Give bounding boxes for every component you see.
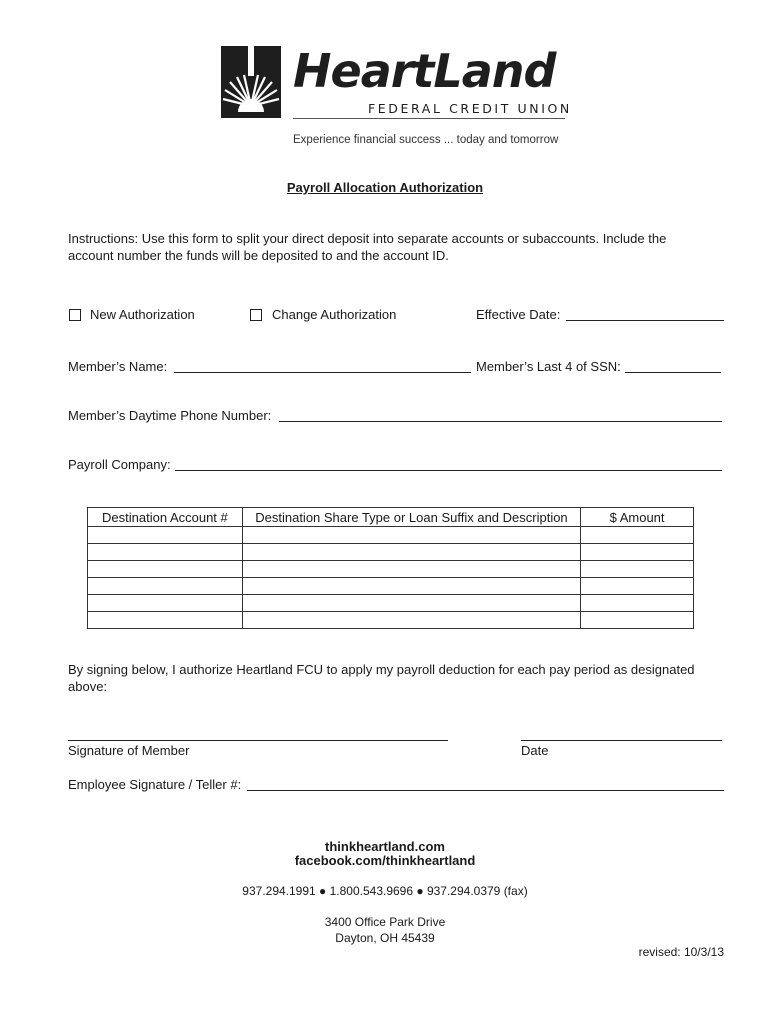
address-line-2: Dayton, OH 45439 [335,931,435,945]
phone-field[interactable] [279,421,722,422]
authorization-statement: By signing below, I authorize Heartland FCU to apply my payroll deduction for each pay period as designated above: [68,662,695,694]
payroll-company-field[interactable] [175,470,722,471]
instructions: Instructions: Use this form to split your direct deposit into separate accounts or subaccounts. Include the account number the funds will be deposited to and the account ID. [68,231,667,263]
table-cell[interactable] [581,578,694,595]
logo-subtitle: FEDERAL CREDIT UNION [368,101,572,116]
member-signature-field[interactable] [68,740,448,741]
tagline: Experience financial success ... today and tomorrow [293,134,559,146]
employee-signature-field[interactable] [247,790,724,791]
logo-rule [293,118,565,119]
employee-signature-label: Employee Signature / Teller #: [68,777,242,792]
column-header: Destination Share Type or Loan Suffix and Description [242,508,580,527]
member-signature-label: Signature of Member [68,743,190,758]
effective-date-field[interactable] [566,320,724,321]
new-authorization-checkbox[interactable] [69,309,81,321]
phone-label: Member’s Daytime Phone Number: [68,408,272,423]
address-line-1: 3400 Office Park Drive [324,915,446,929]
facebook-link[interactable]: facebook.com/thinkheartland [294,853,476,868]
table-cell[interactable] [242,578,580,595]
ssn-label: Member’s Last 4 of SSN: [476,359,621,374]
table-row [88,527,694,544]
member-name-label: Member’s Name: [68,359,168,374]
table-cell[interactable] [581,561,694,578]
table-cell[interactable] [242,612,580,629]
logo-mark [221,46,281,118]
date-field[interactable] [521,740,722,741]
website-link[interactable]: thinkheartland.com [325,839,445,854]
table-cell[interactable] [581,595,694,612]
column-header: Destination Account # [88,508,243,527]
sunburst-icon [221,46,281,118]
change-authorization-label: Change Authorization [272,307,397,322]
logo-name: HeartLand [293,44,556,98]
allocation-table [87,507,694,629]
table-cell[interactable] [581,612,694,629]
effective-date-label: Effective Date: [476,307,561,322]
table-cell[interactable] [88,595,243,612]
new-authorization-label: New Authorization [90,307,195,322]
table-row [88,578,694,595]
table-cell[interactable] [88,578,243,595]
table-cell[interactable] [581,544,694,561]
table-cell[interactable] [242,527,580,544]
table-cell[interactable] [88,527,243,544]
table-header-row [88,508,694,527]
member-name-field[interactable] [174,372,471,373]
phone-numbers: 937.294.1991 ● 1.800.543.9696 ● 937.294.0379 (fax) [242,884,528,898]
table-cell[interactable] [88,561,243,578]
table-cell[interactable] [88,612,243,629]
form-title: Payroll Allocation Authorization [286,180,484,195]
change-authorization-checkbox[interactable] [250,309,262,321]
table-cell[interactable] [581,527,694,544]
revised-date: revised: 10/3/13 [638,945,724,959]
table-row [88,612,694,629]
table-row [88,595,694,612]
payroll-company-label: Payroll Company: [68,457,171,472]
ssn-field[interactable] [625,372,721,373]
table-row [88,544,694,561]
column-header: $ Amount [581,508,694,527]
table-cell[interactable] [88,544,243,561]
table-row [88,561,694,578]
table-cell[interactable] [242,561,580,578]
date-label: Date [521,743,549,758]
table-cell[interactable] [242,595,580,612]
table-cell[interactable] [242,544,580,561]
